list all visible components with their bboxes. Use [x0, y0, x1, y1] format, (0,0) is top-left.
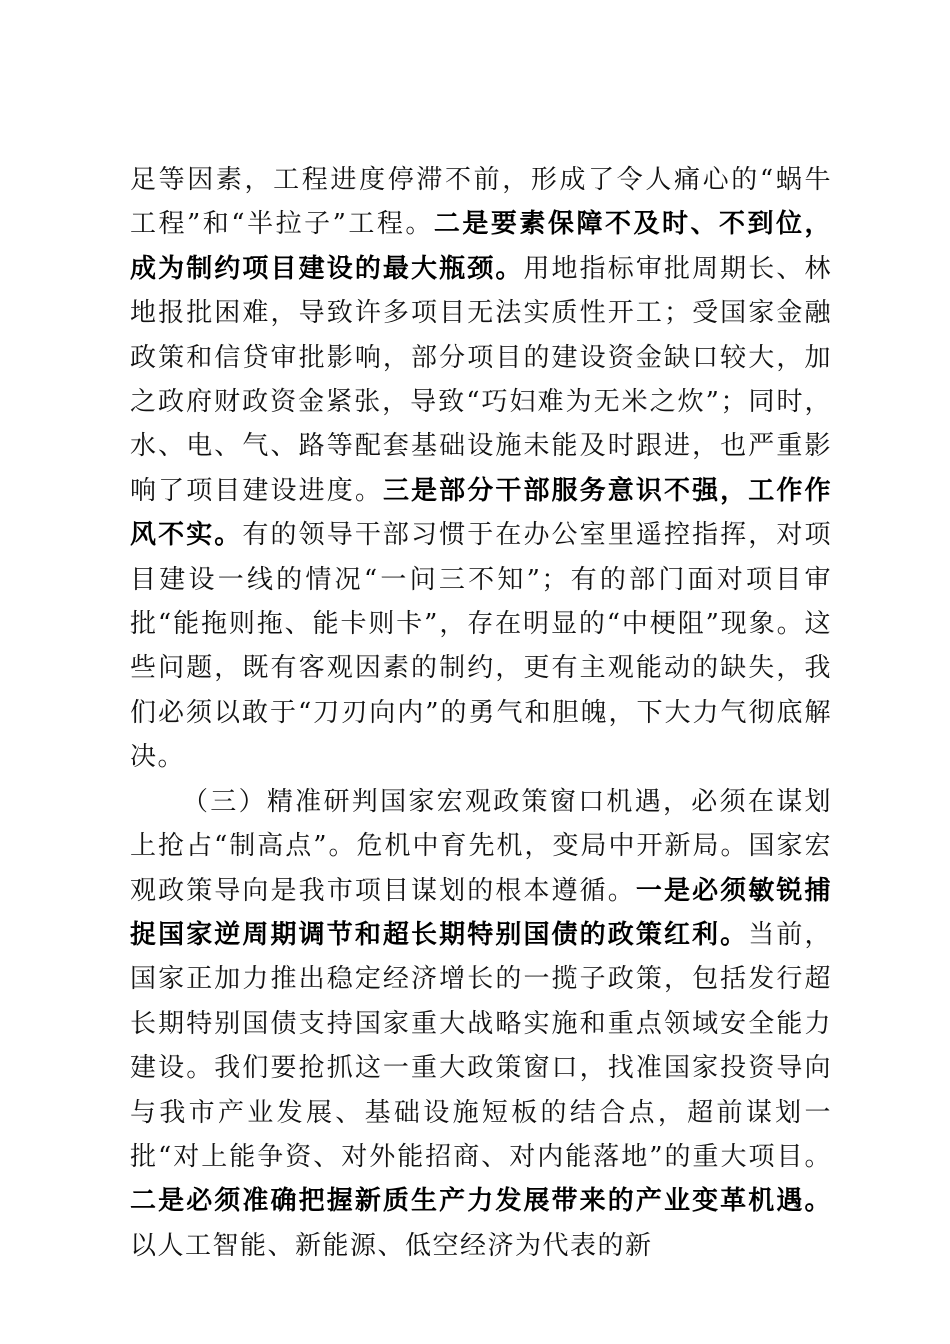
text-segment: 以人工智能、新能源、低空经济为代表的新: [130, 1230, 653, 1261]
bold-heading-one: 一是必须敏锐捕捉国家逆周期调节和超长期特别国债的政策红利。: [130, 875, 832, 950]
bold-heading-two: 二是必须准确把握新质生产力发展带来的产业变革机遇。: [130, 1186, 832, 1217]
section-heading-text: （三）精准研判国家宏观政策窗口机遇，必须在谋划上抢占“制高点”。危机中育先机，变局中开新局。国家宏观政策导向是我市项目谋划的根本遵循。: [130, 786, 832, 906]
bold-heading-two: 二是要素保障不及时、不到位，成为制约项目建设的最大瓶颈。: [130, 209, 832, 284]
text-segment: 有的领导干部习惯于在办公室里遥控指挥，对项目建设一线的情况“一问三不知”；有的部门面对项目审批“能拖则拖、能卡则卡”，存在明显的“中梗阻”现象。这些问题，既有客观因素的制约，更有主观能动的缺失，我们必须以敢于“刀刃向内”的勇气和胆魄，下大力气彻底解决。: [130, 520, 832, 773]
document-body: [130, 158, 832, 1268]
paragraph-2: [130, 780, 832, 1268]
bold-heading-three: 三是部分干部服务意识不强，工作作风不实。: [130, 475, 832, 551]
text-segment: 当前，国家正加力推出稳定经济增长的一揽子政策，包括发行超长期特别国债支持国家重大战略实施和重点领域安全能力建设。我们要抢抓这一重大政策窗口，找准国家投资导向与我市产业发展、基础设施短板的结合点，超前谋划一批“对上能争资、对外能招商、对内能落地”的重大项目。: [130, 919, 832, 1172]
text-segment: 用地指标审批周期长、林地报批困难，导致许多项目无法实质性开工；受国家金融政策和信贷审批影响，部分项目的建设资金缺口较大，加之政府财政资金紧张，导致“巧妇难为无米之炊”；同时，水、电、气、路等配套基础设施未能及时跟进，也严重影响了项目建设进度。: [130, 253, 832, 506]
text-segment: 足等因素，工程进度停滞不前，形成了令人痛心的“蜗牛工程”和“半拉子”工程。: [130, 165, 832, 240]
paragraph-1: [130, 158, 832, 780]
